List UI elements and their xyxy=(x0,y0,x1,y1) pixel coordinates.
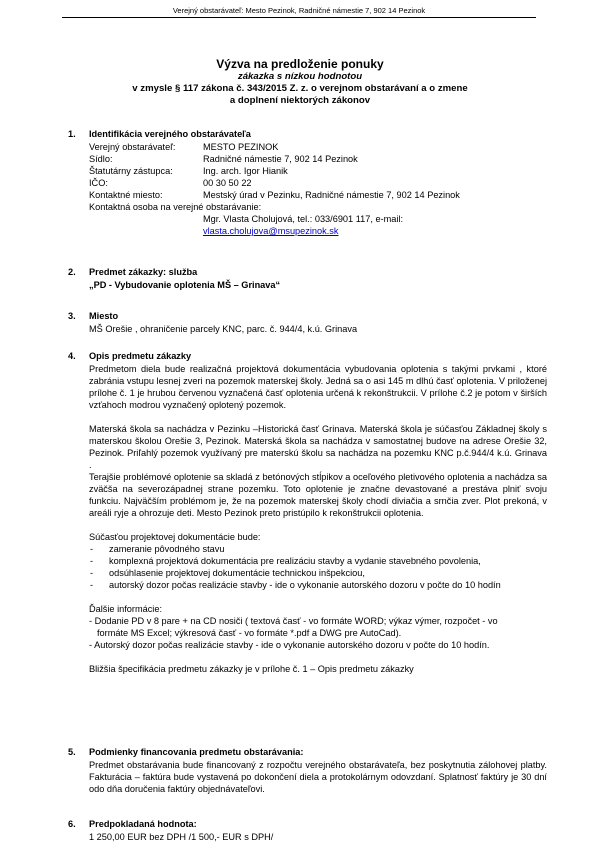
section-2-heading: Predmet zákazky: služba xyxy=(89,267,198,277)
info-row xyxy=(89,165,547,177)
section-1-heading: Identifikácia verejného obstarávateľa xyxy=(89,129,251,139)
contact-value: Mgr. Vlasta Cholujová, tel.: 033/6901 117, e-mail: xyxy=(203,214,404,224)
info-line-2: - Autorský dozor počas realizácie stavby - ide o vykonanie autorského dozoru v počte do 10 hodín. xyxy=(89,640,490,650)
parts-list xyxy=(89,543,547,591)
contract-subject: „PD - Vybudovanie oplotenia MŠ – Grinava“ xyxy=(89,280,281,290)
row-value: Ing. arch. Igor Hianik xyxy=(203,166,288,176)
section-4-body xyxy=(89,363,547,675)
contact-value-row xyxy=(89,213,547,225)
title-block xyxy=(0,57,600,107)
financing-text: Predmet obstarávania bude financovaný z rozpočtu verejného obstarávateľa, bez poskytnutia zálohovej platby. Fakturácia – faktúra bude vystavená po dokončení diela a protokolárnym odovzdaní. Splatnosť faktúry je 30 dní odo dňa doručenia faktúry objednávateľovi. xyxy=(89,760,547,794)
contact-label: Kontaktná osoba na verejné obstarávanie: xyxy=(89,202,262,212)
email-row xyxy=(89,225,547,237)
section-2-number: 2. xyxy=(68,267,76,277)
description-paragraph-3: Terajšie problémové oplotenie sa skladá z betónových stĺpikov a oceľového pletivového oplotenia a nachádza sa zväčša na severozápadnej strane pozemku. Toto oplotenie je značne devastované a prestáva plniť svoju funkciu. Najväčším problémom je, že na pozemok materskej školy chodí diviačia a srnčia zver. Plot prekoná, v areáli ryje a ohrozuje deti. Mesto Pezinok preto pristúpilo k rekonštrukcii oplotenia. xyxy=(89,472,547,518)
info-row xyxy=(89,153,547,165)
row-value: MESTO PEZINOK xyxy=(203,142,279,152)
info-row xyxy=(89,189,547,201)
row-label: Sídlo: xyxy=(89,154,113,164)
list-item: - komplexná projektová dokumentácia pre realizáciu stavby a vydanie stavebného povolenia, xyxy=(89,555,547,567)
info-line-1a: - Dodanie PD v 8 pare + na CD nosiči ( textová časť - vo formáte WORD; výkaz výmer, rozpočet - vo xyxy=(89,616,498,626)
estimated-value: 1 250,00 EUR bez DPH /1 500,- EUR s DPH/ xyxy=(89,832,274,842)
info-heading: Ďalšie informácie: xyxy=(89,604,163,614)
specification-note: Bližšia špecifikácia predmetu zákazky je v prílohe č. 1 – Opis predmetu zákazky xyxy=(89,664,414,674)
description-paragraph-2: Materská škola sa nachádza v Pezinku –Historická časť Grinava. Materská škola je súčasťou Základnej školy s materskou školou Orešie 3, Pezinok. Materská škola sa nachádza v samostatnej budove na adrese Orešie 32, Pezinok. Priľahlý pozemok využívaný pre materskú školu sa nachádza na pozemku KNC p.č.944/4 k.ú. Grinava . xyxy=(89,424,547,470)
list-item: - autorský dozor počas realizácie stavby - ide o vykonanie autorského dozoru v počte do 10 hodín xyxy=(89,579,547,591)
section-4-number: 4. xyxy=(68,351,76,361)
row-value: 00 30 50 22 xyxy=(203,178,252,188)
list-item: - zameranie pôvodného stavu xyxy=(89,543,547,555)
info-row xyxy=(89,177,547,189)
description-paragraph-1: Predmetom diela bude realizačná projektová dokumentácia vybudovania oplotenia s takými prvkami , ktoré zabránia vstupu lesnej zveri na pozemok materskej školy. Jedná sa o asi 145 m dlhú časť oplotenia. V priloženej prílohe č. 1 je hrubou červenou vyznačená časť oplotenia určená k rekonštrukcii. V prílohe č.2 je potom v širších vzťahoch modrou vyznačený oplotený pozemok. xyxy=(89,364,547,410)
list-item: - odsúhlasenie projektovej dokumentácie technickou inšpekciou, xyxy=(89,567,547,579)
row-label: Verejný obstarávateľ: xyxy=(89,142,176,152)
section-5-number: 5. xyxy=(68,747,76,757)
section-3-heading: Miesto xyxy=(89,311,119,321)
section-1-number: 1. xyxy=(68,129,76,139)
info-line-1b: formáte MS Excel; výkresová časť - vo formáte *.pdf a DWG pre AutoCad). xyxy=(97,628,402,638)
row-label: Štatutárny zástupca: xyxy=(89,166,173,176)
section-5-heading: Podmienky financovania predmetu obstarávania: xyxy=(89,747,304,757)
document-title: Výzva na predloženie ponuky xyxy=(216,57,384,71)
legal-reference-line2: a doplnení niektorých zákonov xyxy=(229,95,371,106)
document-subtitle: zákazka s nízkou hodnotou xyxy=(237,71,363,82)
legal-reference-line1: v zmysle § 117 zákona č. 343/2015 Z. z. o verejnom obstarávaní a o zmene xyxy=(132,83,468,94)
page-header: Verejný obstarávateľ: Mesto Pezinok, Radničné námestie 7, 902 14 Pezinok xyxy=(62,6,536,18)
section-4-heading: Opis predmetu zákazky xyxy=(89,351,192,361)
section-3-number: 3. xyxy=(68,311,76,321)
row-value: Mestský úrad v Pezinku, Radničné námestie 7, 902 14 Pezinok xyxy=(203,190,460,200)
contact-label-row xyxy=(89,201,547,213)
section-1-body xyxy=(89,141,547,237)
parts-intro: Súčasťou projektovej dokumentácie bude: xyxy=(89,532,261,542)
section-6-heading: Predpokladaná hodnota: xyxy=(89,819,197,829)
row-label: IČO: xyxy=(89,178,108,188)
row-label: Kontaktné miesto: xyxy=(89,190,163,200)
row-value: Radničné námestie 7, 902 14 Pezinok xyxy=(203,154,358,164)
section-6-number: 6. xyxy=(68,819,76,829)
email-link[interactable]: vlasta.cholujova@msupezinok.sk xyxy=(203,226,339,236)
info-row xyxy=(89,141,547,153)
location-text: MŠ Orešie , ohraničenie parcely KNC, parc. č. 944/4, k.ú. Grinava xyxy=(89,324,358,334)
